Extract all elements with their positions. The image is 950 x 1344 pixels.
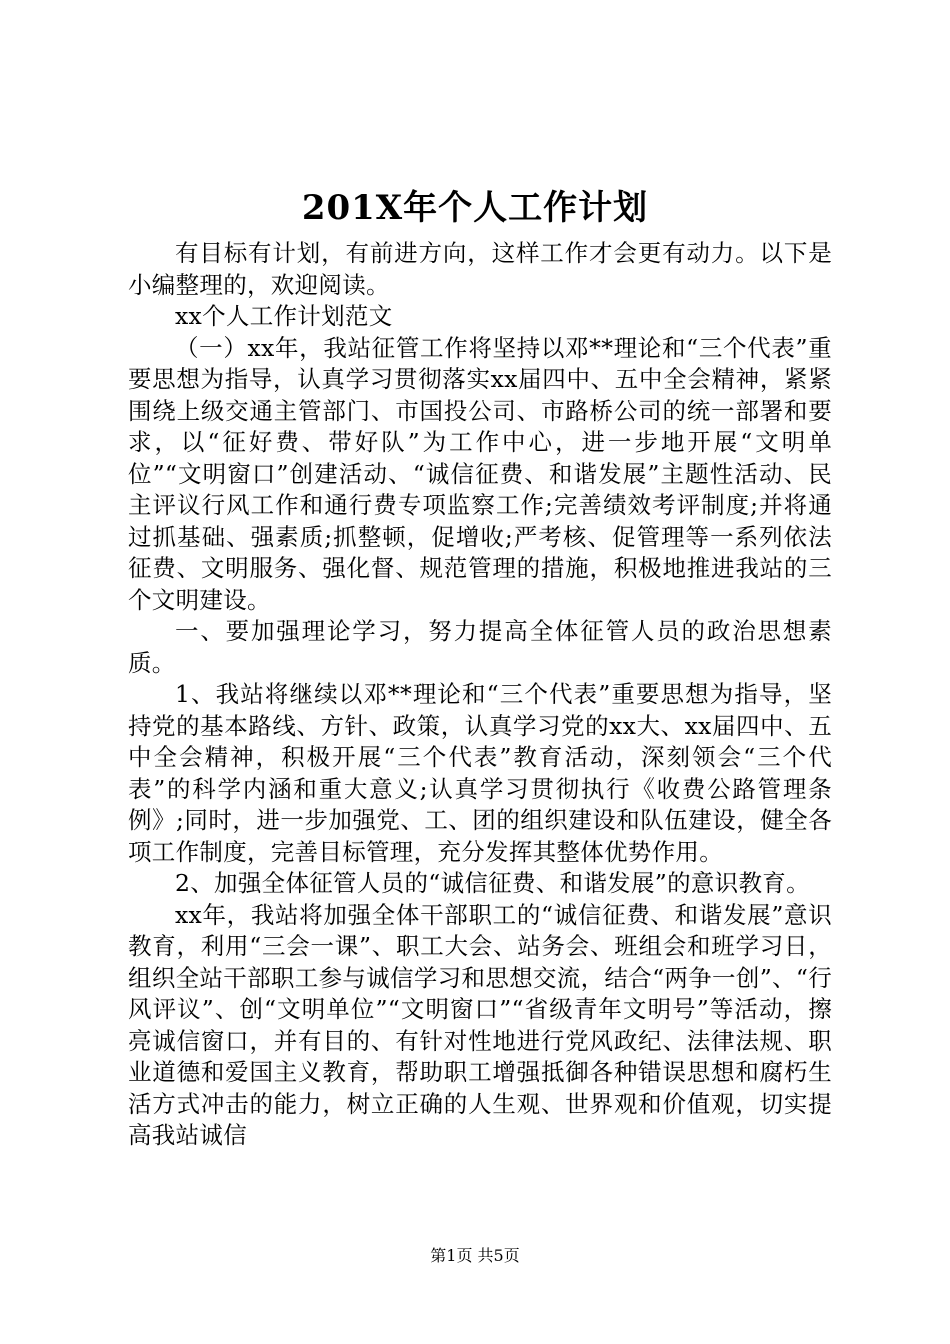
section-heading: xx个人工作计划范文 bbox=[175, 302, 393, 330]
document-title: 201X年个人工作计划 bbox=[301, 188, 649, 228]
body-paragraph: 2、加强全体征管人员的“诚信征费、和谐发展”的意识教育。 bbox=[175, 869, 810, 897]
intro-paragraph: 有目标有计划，有前进方向，这样工作才会更有动力。以下是小编整理的，欢迎阅读。 bbox=[128, 239, 832, 299]
body-paragraph: 一、要加强理论学习，努力提高全体征管人员的政治思想素质。 bbox=[128, 617, 832, 677]
body-paragraph: xx年，我站将加强全体干部职工的“诚信征费、和谐发展”意识教育，利用“三会一课”、职工大会、站务会、班组会和班学习日，组织全站干部职工参与诚信学习和思想交流，结合“两争一创”、“行风评议”、创“文明单位”“文明窗口”“省级青年文明号”等活动，擦亮诚信窗口，并有目的、有针对性地进行党风政纪、法律法规、职业道德和爱国主义教育，帮助职工增强抵御各种错误思想和腐朽生活方式冲击的能力，树立正确的人生观、世界观和价值观，切实提高我站诚信 bbox=[128, 900, 832, 1149]
body-paragraph: （一）xx年，我站征管工作将坚持以邓**理论和“三个代表”重要思想为指导，认真学习贯彻落实xx届四中、五中全会精神，紧紧围绕上级交通主管部门、市国投公司、市路桥公司的统一部署和要求，以“征好费、带好队”为工作中心，进一步地开展“文明单位”“文明窗口”创建活动、“诚信征费、和谐发展”主题性活动、民主评议行风工作和通行费专项监察工作;完善绩效考评制度;并将通过抓基础、强素质;抓整顿，促增收;严考核、促管理等一系列依法征费、文明服务、强化督、规范管理的措施，积极地推进我站的三个文明建设。 bbox=[128, 333, 832, 614]
body-paragraph: 1、我站将继续以邓**理论和“三个代表”重要思想为指导，坚持党的基本路线、方针、政策，认真学习党的xx大、xx届四中、五中全会精神，积极开展“三个代表”教育活动，深刻领会“三个代表”的科学内涵和重大意义;认真学习贯彻执行《收费公路管理条例》;同时，进一步加强党、工、团的组织建设和队伍建设，健全各项工作制度，完善目标管理，充分发挥其整体优势作用。 bbox=[128, 680, 832, 866]
page-footer: 第1页 共5页 bbox=[430, 1246, 520, 1265]
document-body bbox=[128, 238, 832, 1152]
